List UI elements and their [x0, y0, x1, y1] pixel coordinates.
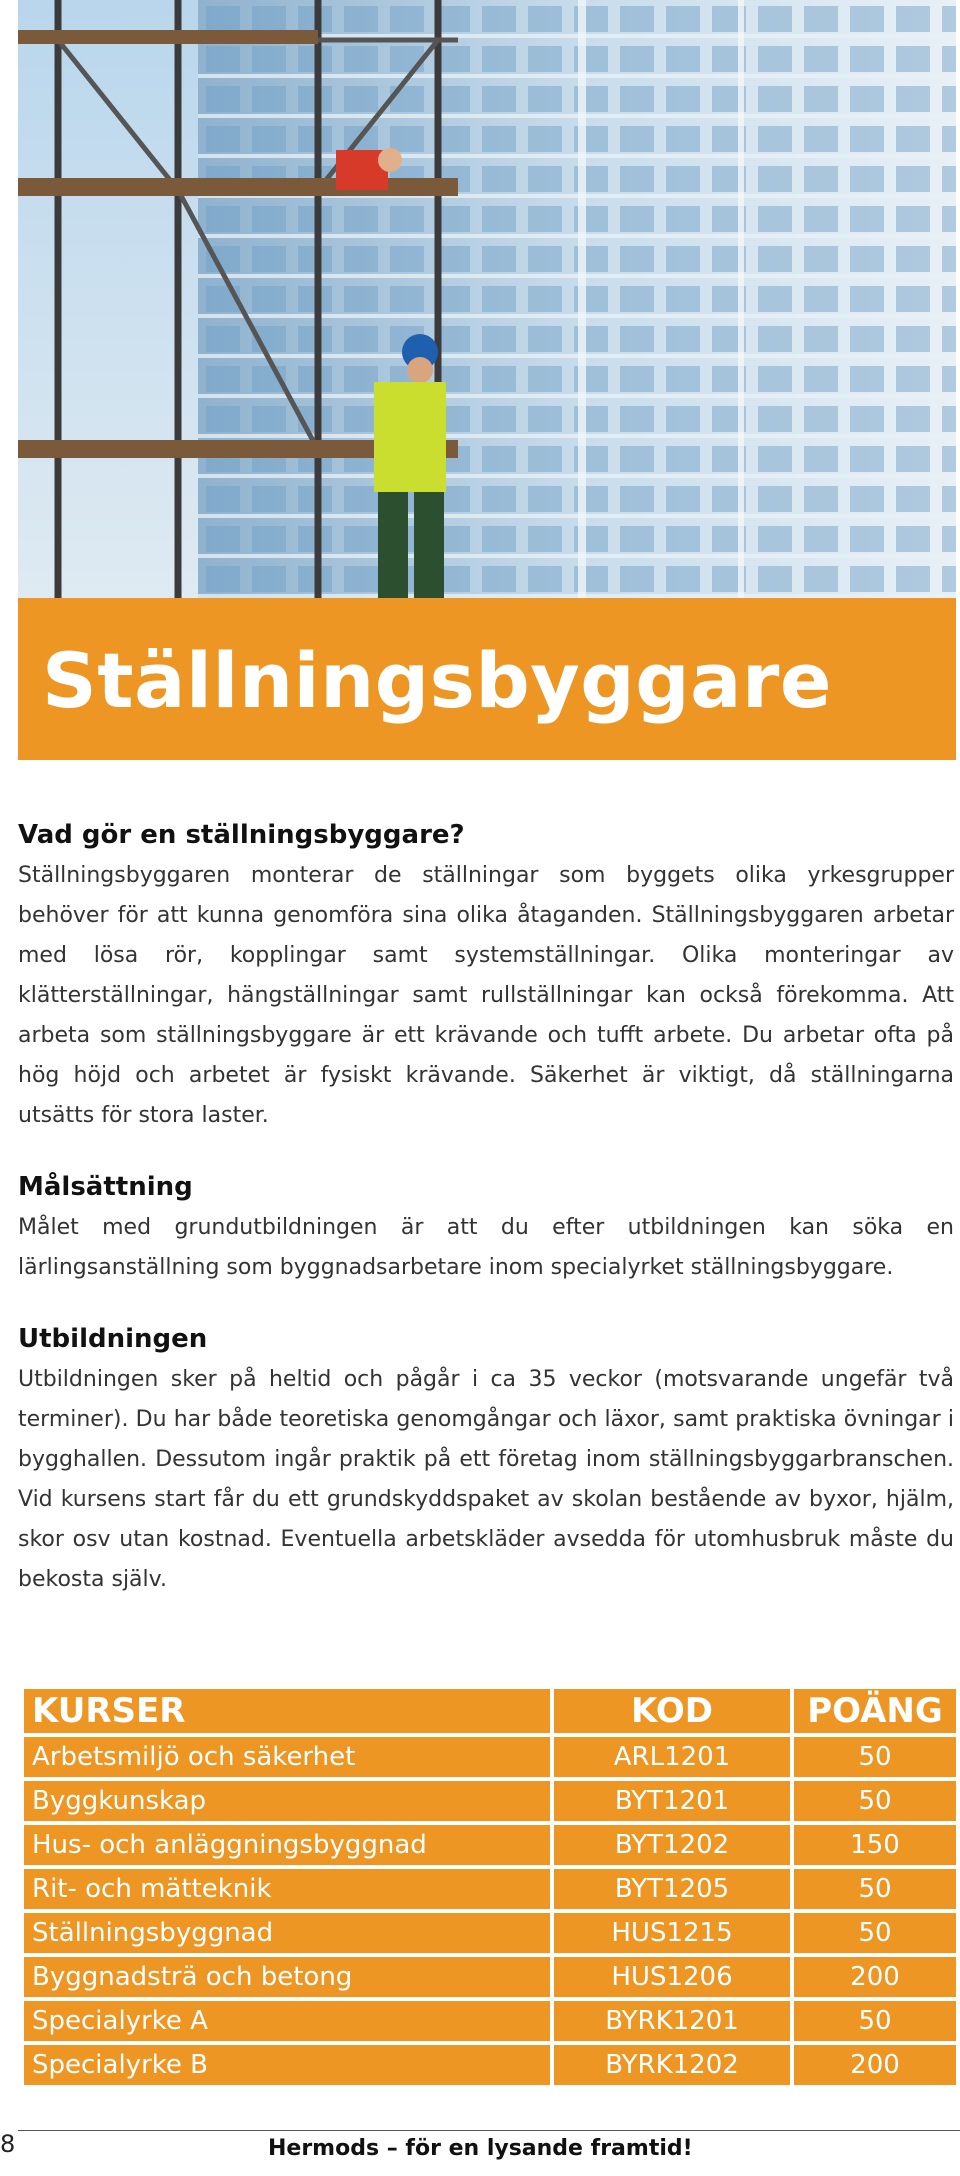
- section-what: [18, 820, 954, 1136]
- table-row: [24, 2045, 956, 2085]
- course-code: HUS1206: [554, 1957, 794, 1997]
- page-title: Ställningsbyggare: [42, 636, 832, 725]
- course-points: 50: [794, 1913, 956, 1953]
- section-text: Målet med grundutbildningen är att du efter utbildningen kan söka en lärlingsanställning som byggnadsarbetare inom specialyrket ställningsbyggare.: [18, 1215, 954, 1280]
- course-points: 50: [794, 1869, 956, 1909]
- page-number: 8: [0, 2130, 16, 2158]
- course-name: Rit- och mätteknik: [24, 1869, 554, 1909]
- table-row: [24, 1913, 956, 1953]
- course-table: [24, 1685, 956, 2089]
- course-code: HUS1215: [554, 1913, 794, 1953]
- course-points: 50: [794, 2001, 956, 2041]
- main-content: [18, 820, 954, 1636]
- section-text: Utbildningen sker på heltid och pågår i ca 35 veckor (motsvarande ungefär två terminer). Du har både teoretiska genomgångar och läxor, samt praktiska övningar i bygghallen. Dessutom ingår praktik på ett företag inom ställningsbyggarbranschen. Vid kursens start får du ett grundskyddspaket av skolan bestående av byxor, hjälm, skor osv utan kostnad. Eventuella arbetskläder avsedda för utomhusbruk måste du bekosta själv.: [18, 1367, 954, 1592]
- course-code: ARL1201: [554, 1737, 794, 1777]
- header-points: POÄNG: [794, 1689, 956, 1733]
- header-course: KURSER: [24, 1689, 554, 1733]
- title-band: [18, 598, 956, 760]
- table-row: [24, 1825, 956, 1865]
- table-row: [24, 1869, 956, 1909]
- table-row: [24, 1781, 956, 1821]
- section-goal: [18, 1172, 954, 1288]
- page-footer: [0, 2130, 960, 2170]
- course-points: 50: [794, 1737, 956, 1777]
- hero-photo: [18, 0, 956, 598]
- footer-divider: [18, 2130, 960, 2131]
- course-name: Ställningsbyggnad: [24, 1913, 554, 1953]
- scaffolding-photo-icon: [18, 0, 956, 598]
- course-name: Byggkunskap: [24, 1781, 554, 1821]
- course-points: 200: [794, 1957, 956, 1997]
- course-code: BYT1201: [554, 1781, 794, 1821]
- course-name: Specialyrke A: [24, 2001, 554, 2041]
- section-heading: Utbildningen: [18, 1324, 208, 1354]
- table-row: [24, 1957, 956, 1997]
- table-row: [24, 2001, 956, 2041]
- course-points: 200: [794, 2045, 956, 2085]
- section-text: Ställningsbyggaren monterar de ställningar som byggets olika yrkesgrupper behöver för att kunna genomföra sina olika åtaganden. Ställningsbyggaren arbetar med lösa rör, kopplingar samt systemställningar. Olika monteringar av klätterställningar, hängställningar samt rullställningar kan också förekomma. Att arbeta som ställningsbyggare är ett krävande och tufft arbete. Du arbetar ofta på hög höjd och arbetet är fysiskt krävande. Säkerhet är viktigt, då ställningarna utsätts för stora laster.: [18, 863, 954, 1128]
- course-table-wrapper: [24, 1685, 956, 2089]
- table-header-row: [24, 1689, 956, 1733]
- table-row: [24, 1737, 956, 1777]
- course-code: BYRK1202: [554, 2045, 794, 2085]
- footer-tagline: Hermods – för en lysande framtid!: [268, 2136, 693, 2161]
- course-code: BYT1205: [554, 1869, 794, 1909]
- course-name: Byggnadsträ och betong: [24, 1957, 554, 1997]
- course-name: Arbetsmiljö och säkerhet: [24, 1737, 554, 1777]
- course-code: BYRK1201: [554, 2001, 794, 2041]
- course-name: Specialyrke B: [24, 2045, 554, 2085]
- header-code: KOD: [554, 1689, 794, 1733]
- course-name: Hus- och anläggningsbyggnad: [24, 1825, 554, 1865]
- course-points: 150: [794, 1825, 956, 1865]
- section-heading: Målsättning: [18, 1172, 193, 1202]
- course-code: BYT1202: [554, 1825, 794, 1865]
- course-points: 50: [794, 1781, 956, 1821]
- section-heading: Vad gör en ställningsbyggare?: [18, 820, 465, 850]
- section-education: [18, 1324, 954, 1600]
